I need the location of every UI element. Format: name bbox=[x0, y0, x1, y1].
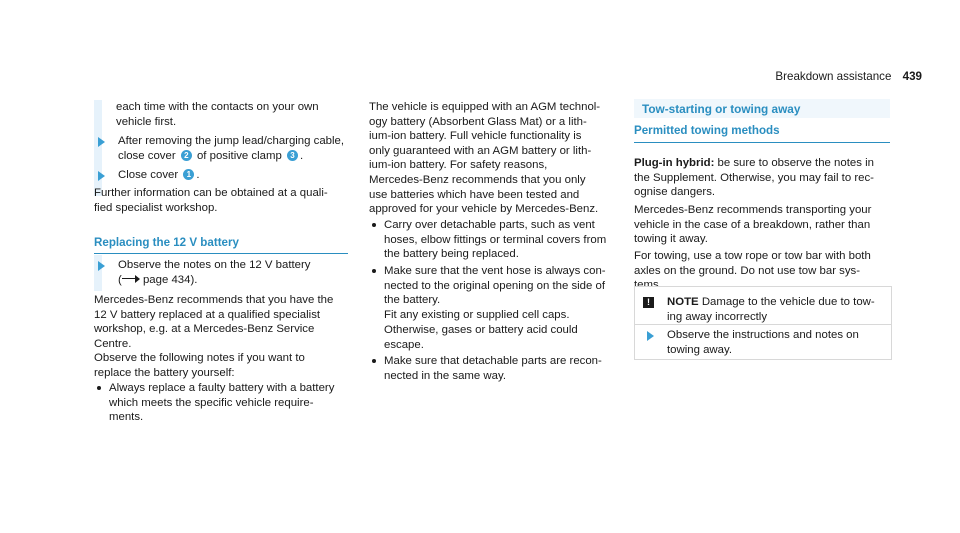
list-item: Make sure that the vent hose is always con- nected to the original opening on the side of the battery. bbox=[369, 264, 636, 308]
step-arrow-icon bbox=[98, 137, 105, 147]
subsection-heading: Permitted towing methods bbox=[634, 124, 890, 143]
page-reference-arrow-icon bbox=[122, 275, 140, 283]
heading-rule bbox=[634, 142, 890, 143]
header-section: Breakdown assistance bbox=[775, 70, 892, 83]
replacing-battery-heading: Replacing the 12 V battery bbox=[94, 236, 348, 254]
page-number: 439 bbox=[902, 70, 922, 83]
recommendation-paragraph: Mercedes-Benz recommends that you have the 12 V battery replaced at a qualified specialist workshop, e.g. at a Mercedes-Benz Service Centre. bbox=[94, 294, 334, 350]
list-item: Always replace a faulty battery with a battery which meets the specific vehicle require- ments. bbox=[94, 381, 367, 425]
callout-3-icon: 3 bbox=[287, 150, 298, 161]
step-close-cover-1: Close cover 1 . bbox=[94, 168, 358, 183]
step-arrow-icon bbox=[98, 171, 105, 181]
towing-paragraph: For towing, use a tow rope or tow bar with both axles on the ground. Do not use tow bar sys- bbox=[634, 250, 871, 277]
transport-paragraph: Mercedes-Benz recommends transporting your vehicle in the case of a breakdown, rather than towing it away. bbox=[634, 204, 872, 246]
list-sub-item: Otherwise, gases or battery acid could escape. bbox=[384, 324, 578, 351]
warning-icon: ! bbox=[643, 297, 654, 308]
observe-paragraph: Observe the following notes if you want to replace the battery yourself: bbox=[94, 352, 305, 379]
further-info: Further information can be obtained at a quali- fied specialist workshop. bbox=[94, 187, 328, 214]
step-close-cover: After removing the jump lead/charging cable, close cover 2 of positive clamp 3 . bbox=[94, 134, 358, 163]
plugin-hybrid-paragraph: Plug-in hybrid: be sure to observe the notes in the Supplement. Otherwise, you may fail to rec- ognise dangers. bbox=[634, 157, 874, 199]
list-item: Carry over detachable parts, such as vent hoses, elbow fittings or terminal covers from the battery being replaced. bbox=[369, 218, 636, 262]
page-header bbox=[775, 70, 922, 85]
list-item: Make sure that detachable parts are recon- nected in the same way. bbox=[369, 354, 636, 383]
note-label: NOTE bbox=[667, 296, 699, 308]
step-observe-notes: Observe the notes on the 12 V battery ( page 434). bbox=[94, 258, 358, 287]
note-box: ! NOTE Damage to the vehicle due to tow- ing away incorrectly Observe the instructions and notes on towing away. bbox=[634, 286, 892, 360]
callout-1-icon: 1 bbox=[183, 169, 194, 180]
step-arrow-icon bbox=[98, 261, 105, 271]
step-arrow-icon bbox=[647, 331, 654, 341]
agm-paragraph: The vehicle is equipped with an AGM technol- ogy battery (Absorbent Glass Mat) or a lith- ium-ion battery. Full vehicle functionality is only guaranteed with an AGM battery or lith- ium-ion battery. For safety reasons, Mercedes-Benz recommends that you only use batteries which have been tested and approved for your vehicle by Mercedes-Benz. bbox=[369, 101, 601, 216]
note-divider bbox=[635, 324, 891, 325]
section-title: Tow-starting or towing away bbox=[642, 102, 801, 116]
list-sub-item: Fit any existing or supplied cell caps. bbox=[384, 309, 570, 321]
intro-text: each time with the contacts on your own vehicle first. bbox=[116, 101, 319, 128]
step-observe-towing: Observe the instructions and notes on towing away. bbox=[643, 328, 907, 357]
callout-2-icon: 2 bbox=[181, 150, 192, 161]
heading-rule bbox=[94, 253, 348, 254]
